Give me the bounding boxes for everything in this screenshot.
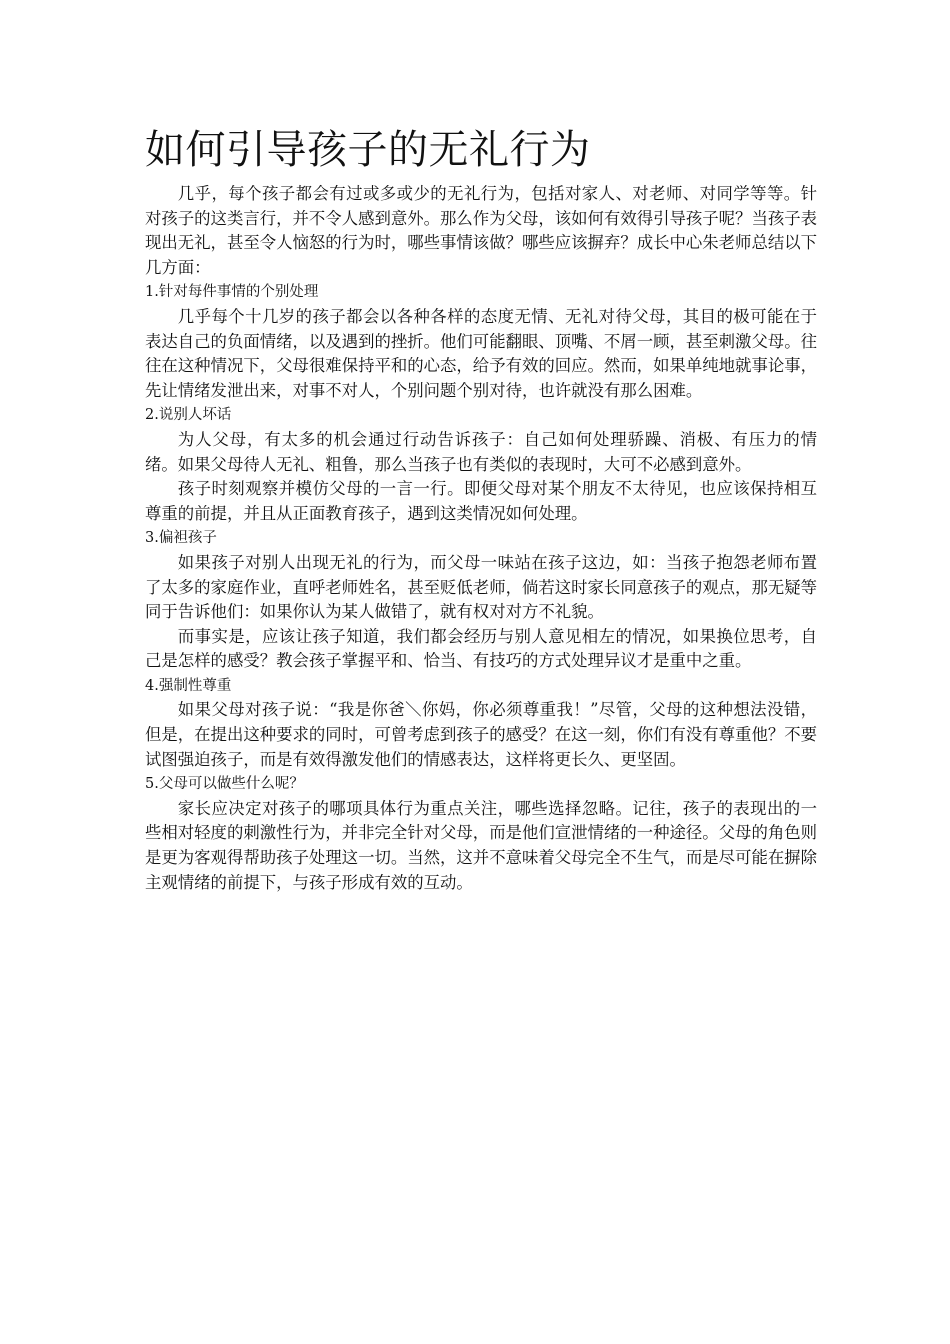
section-4 — [145, 674, 817, 772]
section-heading: 5.父母可以做些什么呢？ — [145, 776, 304, 793]
section-1 — [145, 280, 817, 403]
section-paragraph: 为人父母，有太多的机会通过行动告诉孩子：自己如何处理骄躁、消极、有压力的情绪。如果父母待人无礼、粗鲁，那么当孩子也有类似的表现时，大可不必感到意外。 — [145, 429, 817, 474]
section-heading: 4.强制性尊重 — [145, 677, 232, 694]
section-paragraph: 孩子时刻观察并模仿父母的一言一行。即便父母对某个朋友不太待见，也应该保持相互尊重的前提，并且从正面教育孩子，遇到这类情况如何处理。 — [145, 479, 817, 523]
section-paragraph: 而事实是，应该让孩子知道，我们都会经历与别人意见相左的情况，如果换位思考，自己是怎样的感受？教会孩子掌握平和、恰当、有技巧的方式处理异议才是重中之重。 — [145, 626, 817, 671]
section-heading: 1.针对每件事情的个别处理 — [145, 284, 319, 301]
section-paragraph: 家长应决定对孩子的哪项具体行为重点关注，哪些选择忽略。记往，孩子的表现出的一些相对轻度的刺激性行为，并非完全针对父母，而是他们宣泄情绪的一种途径。父母的角色则是更为客观得帮助孩子处理这一切。当然，这并不意味着父母完全不生气，而是尽可能在摒除主观情绪的前提下，与孩子形成有效的互动。 — [145, 798, 818, 892]
section-heading: 3.偏袒孩子 — [145, 530, 217, 547]
document-title: 如何引导孩子的无礼行为 — [145, 127, 591, 173]
section-paragraph: 如果孩子对别人出现无礼的行为，而父母一味站在孩子这边，如：当孩子抱怨老师布置了太多的家庭作业，直呼老师姓名，甚至贬低老师，倘若这时家长同意孩子的观点，那无疑等同于告诉他们：如果你认为某人做错了，就有权对对方不礼貌。 — [145, 552, 818, 622]
section-heading: 2.说别人坏话 — [145, 407, 232, 424]
document-page — [145, 122, 817, 895]
section-paragraph: 如果父母对孩子说：“我是你爸＼你妈，你必须尊重我！”尽管，父母的这种想法没错，但是，在提出这种要求的同时，可曾考虑到孩子的感受？在这一刻，你们有没有尊重他？不要试图强迫孩子，而是有效得激发他们的情感表达，这样将更长久、更坚固。 — [145, 700, 818, 769]
section-3 — [145, 526, 817, 674]
section-5 — [145, 772, 817, 895]
section-2 — [145, 403, 817, 526]
intro-paragraph: 几乎，每个孩子都会有过或多或少的无礼行为，包括对家人、对老师、对同学等等。针对孩子的这类言行，并不令人感到意外。那么作为父母，该如何有效得引导孩子呢？当孩子表现出无礼，甚至令人恼怒的行为时，哪些事情该做？哪些应该摒弃？成长中心朱老师总结以下几方面： — [145, 184, 818, 277]
section-paragraph: 几乎每个十几岁的孩子都会以各种各样的态度无情、无礼对待父母，其目的极可能在于表达自己的负面情绪，以及遇到的挫折。他们可能翻眼、顶嘴、不屑一顾，甚至刺激父母。往往在这种情况下，父母很难保持平和的心态，给予有效的回应。然而，如果单纯地就事论事，先让情绪发泄出来，对事不对人，个别问题个别对待，也许就没有那么困难。 — [145, 306, 818, 400]
